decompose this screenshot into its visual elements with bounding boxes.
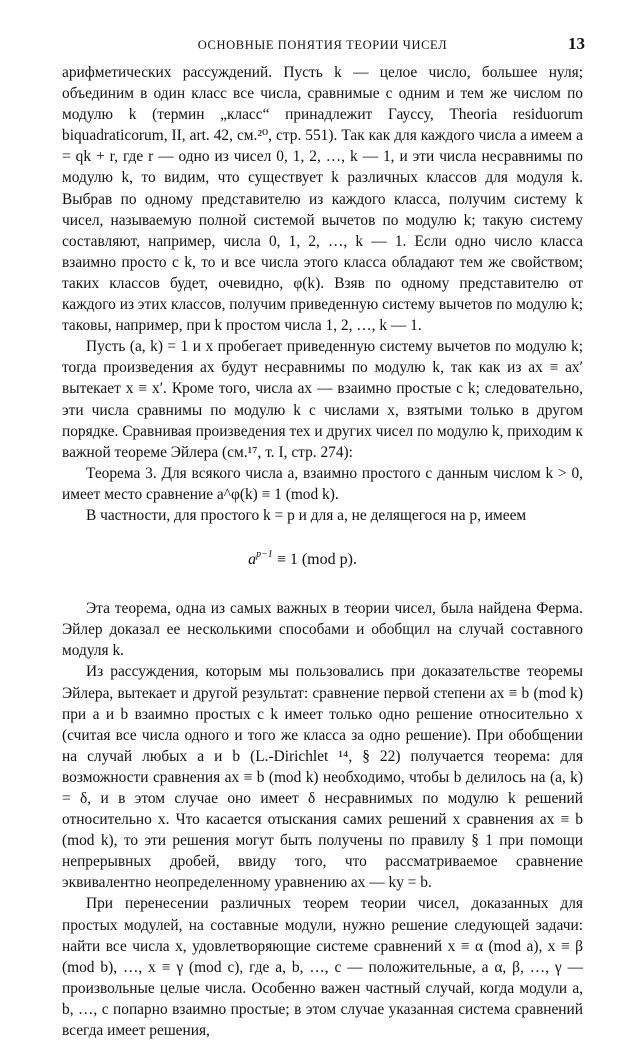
formula-exponent: p−1 — [256, 549, 273, 561]
paragraph-particular-case: В частности, для простого k = p и для a, не делящегося на p, имеем — [86, 506, 527, 524]
body-text — [62, 62, 583, 1041]
formula-base: a — [248, 551, 257, 569]
paragraph-system-of-congruences: При перенесении различных теорем теории чисел, доказанных для простых модулей, на составные модули, нужно решение следующей задачи: найти все числа x, удовлетворяющие системе сравнений x ≡ α (mod a), x ≡ β (mod b), …, x ≡ γ (mod c), где a, b, …, c — положительные, а α, β, …, γ — произвольные целые числа. Особенно важен частный случай, когда модули a, b, …, c попарно взаимно простые; в этом случае указанная система сравнений всегда имеет решения, — [62, 895, 583, 1040]
fermat-formula — [62, 544, 583, 570]
running-head: ОСНОВНЫЕ ПОНЯТИЯ ТЕОРИИ ЧИСЕЛ — [197, 38, 448, 52]
page-header — [60, 34, 585, 56]
formula-rest: ≡ 1 (mod p). — [272, 551, 357, 569]
paragraph-2: Пусть (a, k) = 1 и x пробегает приведенную систему вычетов по модулю k; тогда произведения ax будут несравнимы по модулю k, так как из ax ≡ ax′ вытекает x ≡ x′. Кроме того, числа ax — взаимно простые с k; следовательно, эти числа сравнимы по модулю k с числами x, взятыми только в другом порядке. Сравнивая произведения тех и других чисел по модулю k, приходим к важной теореме Эйлера (см.¹⁷, т. I, стр. 274): — [62, 338, 583, 461]
paragraph-linear-congruence: Из рассуждения, которым мы пользовались при доказательстве теоремы Эйлера, вытекает и другой результат: сравнение первой степени ax ≡ b (mod k) при a и b взаимно простых с k имеет только одно решение относительно x (считая все числа одного и того же класса за одно решение). При обобщении на случай любых a и b (L.-Dirichlet ¹⁴, § 22) получается теорема: для возможности сравнения ax ≡ b (mod k) необходимо, чтобы b делилось на (a, k) = δ, и в этом случае оно имеет δ несравнимых по модулю k решений относительно x. Что касается отыскания самих решений x сравнения ax ≡ b (mod k), то эти решения могут быть получены по правилу § 1 при помощи непрерывных дробей, ввиду того, что рассматриваемое сравнение эквивалентно неопределенному уравнению ax — ky = b. — [62, 663, 583, 892]
paragraph-fermat: Эта теорема, одна из самых важных в теории чисел, была найдена Ферма. Эйлер доказал ее несколькими способами и обобщил на случай составного модуля k. — [62, 600, 583, 660]
page-number: 13 — [568, 34, 585, 53]
theorem-3: Теорема 3. Для всякого числа a, взаимно простого с данным числом k > 0, имеет место сравнение a^φ(k) ≡ 1 (mod k). — [62, 464, 583, 503]
paragraph-1: арифметических рассуждений. Пусть k — целое число, большее нуля; объединим в один класс все числа, сравнимые с одним и тем же числом по модулю k (термин „класс“ принадлежит Гауссу, Theoria residuorum biquadraticorum, II, art. 42, см.²⁰, стр. 551). Так как для каждого числа a имеем a = qk + r, где r — одно из чисел 0, 1, 2, …, k — 1, и эти числа несравнимы по модулю k, то видим, что существует k различных классов для модуля k. Выбрав по одному представителю из каждого класса, получим систему k чисел, называемую полной системой вычетов по модулю k; такую систему составляют, например, числа 0, 1, 2, …, k — 1. Если одно число класса взаимно просто с k, то и все числа этого класса обладают тем же свойством; таких классов будет, очевидно, φ(k). Взяв по одному представителю от каждого из этих классов, получим приведенную систему вычетов по модулю k; таковы, например, при k простом числа 1, 2, …, k — 1. — [62, 64, 583, 335]
